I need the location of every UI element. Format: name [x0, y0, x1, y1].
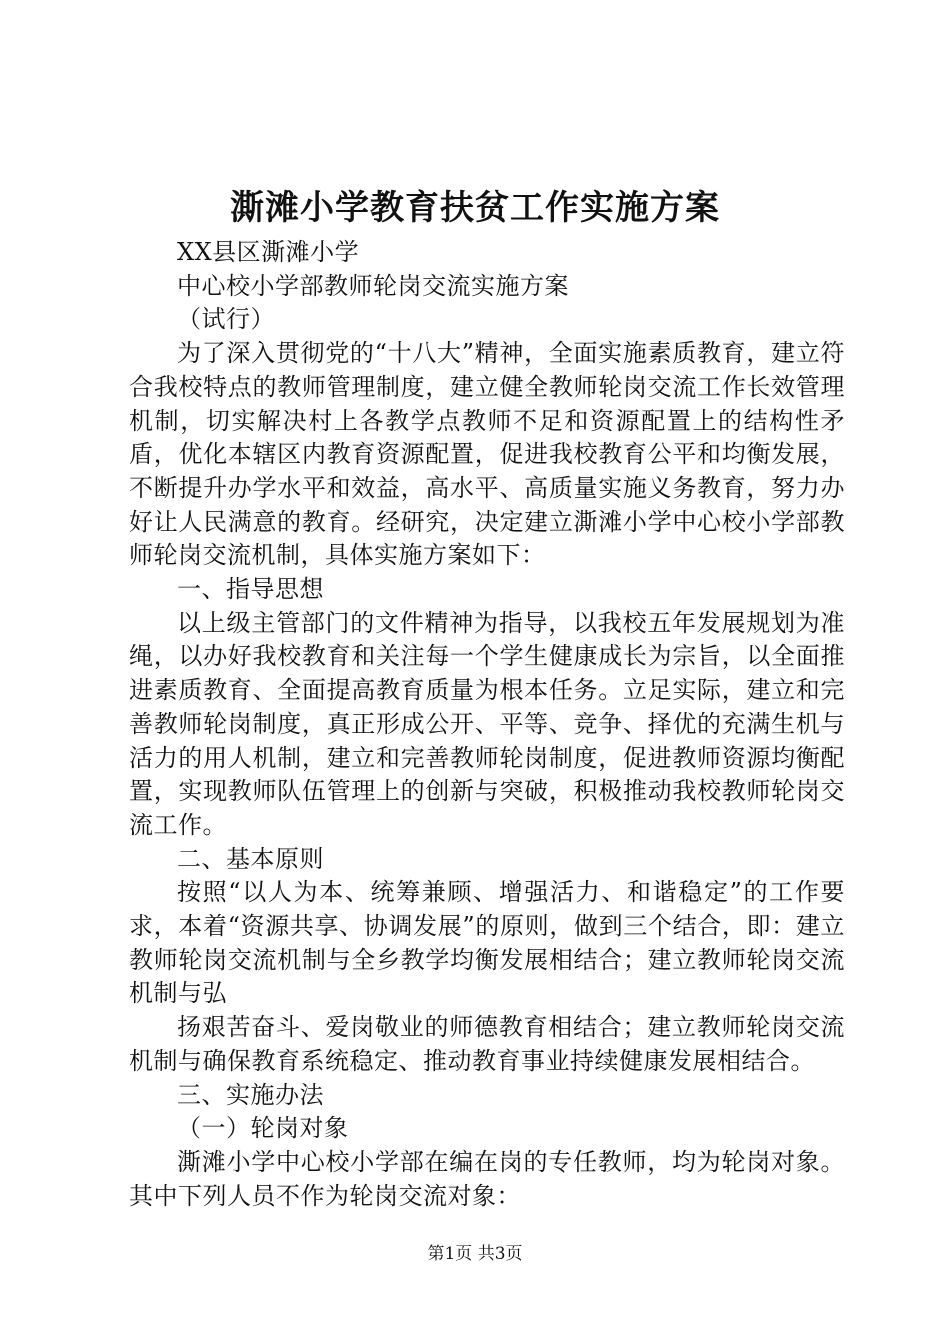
- paragraph-plan-name: 中心校小学部教师轮岗交流实施方案: [177, 271, 569, 300]
- paragraph-trial-note: （试行）: [177, 305, 275, 334]
- paragraph-intro: 为了深入贯彻党的“十八大”精神，全面实施素质教育，建立符合我校特点的教师管理制度，建立健全教师轮岗交流工作长效管理机制，切实解决村上各教学点教师不足和资源配置上的结构性矛盾，优化本辖区内教育资源配置，促进我校教育公平和均衡发展，不断提升办学水平和效益，高水平、高质量实施义务教育，努力办好让人民满意的教育。经研究，决定建立澌滩小学中心校小学部教师轮岗交流机制，具体实施方案如下：: [129, 339, 845, 570]
- section-heading-guiding-ideology: 一、指导思想: [177, 575, 324, 604]
- paragraph-rotation-targets: 澌滩小学中心校小学部在编在岗的专任教师，均为轮岗对象。其中下列人员不作为轮岗交流对象：: [129, 1147, 845, 1210]
- section-heading-implementation: 三、实施办法: [177, 1080, 324, 1109]
- document-body: [129, 236, 845, 1213]
- paragraph-guiding-ideology: 以上级主管部门的文件精神为指导，以我校五年发展规划为准绳，以办好我校教育和关注每一个学生健康成长为宗旨，以全面推进素质教育、全面提高教育质量为根本任务。立足实际，建立和完善教师轮岗制度，真正形成公开、平等、竞争、择优的充满生机与活力的用人机制，建立和完善教师轮岗制度，促进教师资源均衡配置，实现教师队伍管理上的创新与突破，积极推动我校教师轮岗交流工作。: [129, 608, 845, 839]
- page-footer: 第1页 共3页: [427, 1244, 523, 1264]
- paragraph-basic-principles: 按照“以人为本、统筹兼顾、增强活力、和谐稳定”的工作要求，本着“资源共享、协调发展”的原则，做到三个结合，即：建立教师轮岗交流机制与全乡教学均衡发展相结合；建立教师轮岗交流机制与弘: [129, 878, 845, 1008]
- paragraph-basic-principles-continued: 扬艰苦奋斗、爱岗敬业的师德教育相结合；建立教师轮岗交流机制与确保教育系统稳定、推动教育事业持续健康发展相结合。: [129, 1013, 845, 1075]
- paragraph-school-name: XX县区澌滩小学: [177, 238, 360, 266]
- subsection-heading-rotation-targets: （一）轮岗对象: [177, 1114, 349, 1143]
- section-heading-basic-principles: 二、基本原则: [177, 844, 324, 873]
- document-title: 澌滩小学教育扶贫工作实施方案: [230, 188, 720, 228]
